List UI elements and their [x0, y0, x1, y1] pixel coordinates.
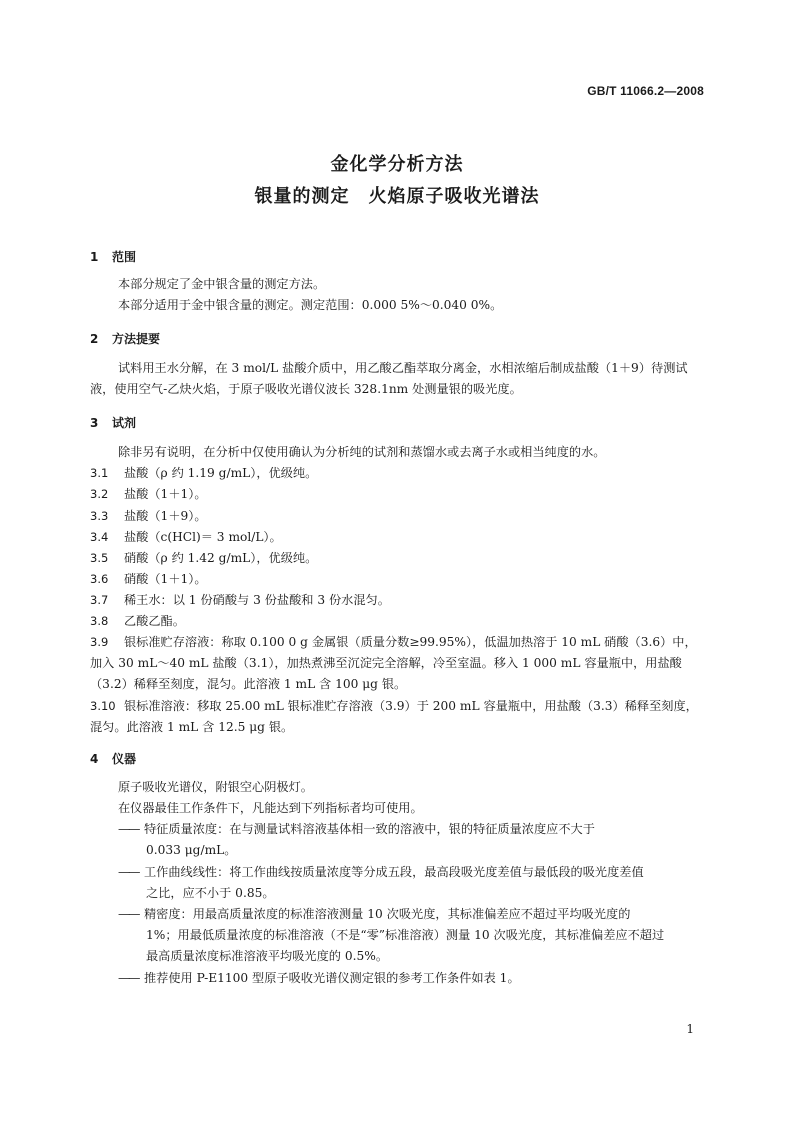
- item-text: 最高质量浓度标准溶液平均吸光度的 0.5%。: [146, 949, 389, 963]
- item-number: 3.9: [90, 635, 109, 649]
- item-text: 之比，应不小于 0.85。: [146, 886, 275, 900]
- item-text: 盐酸（1＋9）。: [124, 509, 207, 523]
- item-number: 3.10: [90, 699, 116, 713]
- item-number: 3.5: [90, 551, 109, 565]
- section-1-heading: [90, 248, 136, 265]
- paragraph: 原子吸收光谱仪，附银空心阴极灯。: [118, 780, 313, 794]
- list-item: [90, 696, 706, 738]
- item-number: 3.8: [90, 614, 109, 628]
- list-item: [90, 611, 706, 632]
- requirement-item: [118, 862, 706, 904]
- item-number: 3.6: [90, 572, 109, 586]
- section-title: 方法提要: [112, 332, 161, 346]
- requirement-item: [118, 904, 706, 967]
- requirement-item: [118, 968, 706, 989]
- list-item: [90, 632, 706, 695]
- item-number: 3.1: [90, 466, 109, 480]
- list-item: [90, 463, 706, 484]
- document-title-line2: 银量的测定 火焰原子吸收光谱法: [254, 186, 540, 207]
- item-text: 工作曲线线性：将工作曲线按质量浓度等分成五段，最高段吸光度差值与最低段的吸光度差值: [144, 865, 644, 879]
- paragraph: 在仪器最佳工作条件下，凡能达到下列指标者均可使用。: [118, 801, 423, 815]
- list-item: [90, 484, 706, 505]
- list-item: [90, 569, 706, 590]
- paragraph: 本部分适用于金中银含量的测定。测定范围：0.000 5%～0.040 0%。: [118, 298, 503, 312]
- section-2-heading: [90, 330, 160, 347]
- item-text: 稀王水：以 1 份硝酸与 3 份盐酸和 3 份水混匀。: [124, 593, 390, 607]
- dash-mark: ——: [118, 907, 139, 921]
- item-text: 乙酸乙酯。: [124, 614, 185, 628]
- section-number: 4: [90, 752, 99, 766]
- list-item: [90, 527, 706, 548]
- standard-number: GB/T 11066.2—2008: [587, 84, 704, 98]
- item-text: 硝酸（ρ 约 1.42 g/mL），优级纯。: [124, 551, 318, 565]
- section-number: 2: [90, 332, 99, 346]
- item-text: 硝酸（1＋1）。: [124, 572, 207, 586]
- section-title: 试剂: [112, 416, 137, 430]
- item-text: 银标准溶液：移取 25.00 mL 银标准贮存溶液（3.9）于 200 mL 容量瓶中，用盐酸（3.3）稀释至刻度，混匀。此溶液 1 mL 含 12.5 μg 银。: [90, 699, 698, 734]
- document-title-line1: 金化学分析方法: [330, 154, 464, 175]
- section-title: 范围: [112, 250, 137, 264]
- item-text: 特征质量浓度：在与测量试料溶液基体相一致的溶液中，银的特征质量浓度应不大于: [144, 822, 595, 836]
- item-number: 3.4: [90, 530, 109, 544]
- page-number: 1: [686, 1022, 694, 1036]
- dash-mark: ——: [118, 971, 139, 985]
- dash-mark: ——: [118, 822, 139, 836]
- section-number: 3: [90, 416, 99, 430]
- paragraph: 除非另有说明，在分析中仅使用确认为分析纯的试剂和蒸馏水或去离子水或相当纯度的水。: [118, 445, 606, 459]
- requirement-item: [118, 819, 706, 861]
- item-text: 盐酸（1＋1）。: [124, 487, 207, 501]
- section-4-heading: [90, 750, 136, 767]
- section-number: 1: [90, 250, 99, 264]
- item-text: 精密度：用最高质量浓度的标准溶液测量 10 次吸光度，其标准偏差应不超过平均吸光度的: [144, 907, 631, 921]
- section-title: 仪器: [112, 752, 137, 766]
- item-number: 3.7: [90, 593, 109, 607]
- item-text: 1%；用最低质量浓度的标准溶液（不是“零”标准溶液）测量 10 次吸光度，其标准偏差应不超过: [146, 928, 665, 942]
- list-item: [90, 506, 706, 527]
- list-item: [90, 548, 706, 569]
- paragraph: 本部分规定了金中银含量的测定方法。: [118, 277, 326, 291]
- item-text: 银标准贮存溶液：称取 0.100 0 g 金属银（质量分数≥99.95%），低温加热溶于 10 mL 硝酸（3.6）中，加入 30 mL～40 mL 盐酸（3.1），加热煮沸至沉淀完全溶解，冷至室温。移入 1 000 mL 容量瓶中，用盐酸（3.2）稀释至刻度，混匀。此溶液 1 mL 含 100 μg 银。: [90, 635, 697, 691]
- item-number: 3.3: [90, 509, 109, 523]
- item-text: 盐酸（c(HCl)＝ 3 mol/L）。: [124, 530, 282, 544]
- item-text: 0.033 μg/mL。: [146, 843, 237, 857]
- list-item: [90, 590, 706, 611]
- paragraph: 试料用王水分解，在 3 mol/L 盐酸介质中，用乙酸乙酯萃取分离金，水相浓缩后制成盐酸（1＋9）待测试液，使用空气-乙炔火焰，于原子吸收光谱仪波长 328.1nm 处测量银的吸光度。: [90, 361, 688, 396]
- item-text: 推荐使用 P-E1100 型原子吸收光谱仪测定银的参考工作条件如表 1。: [144, 971, 520, 985]
- dash-mark: ——: [118, 865, 139, 879]
- item-text: 盐酸（ρ 约 1.19 g/mL），优级纯。: [124, 466, 318, 480]
- item-number: 3.2: [90, 487, 109, 501]
- section-3-heading: [90, 414, 136, 431]
